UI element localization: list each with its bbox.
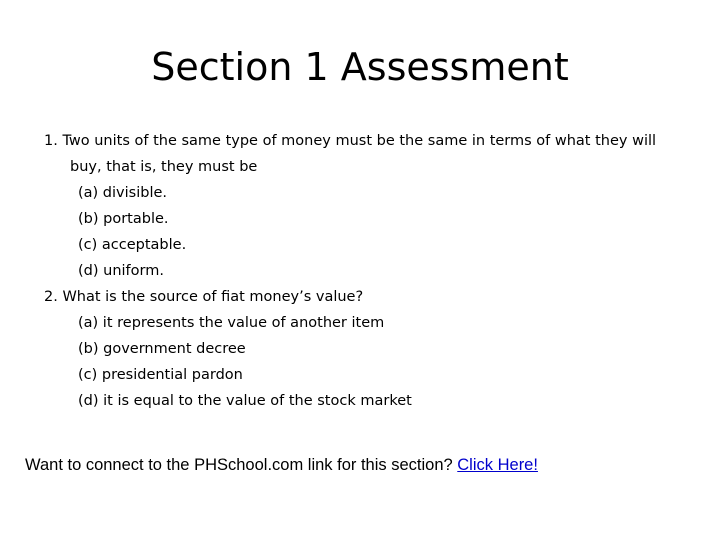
question-1-option-b: (b) portable. xyxy=(78,211,169,227)
question-1 xyxy=(44,128,684,284)
question-2-text: 2. What is the source of fiat money’s value? xyxy=(44,289,364,305)
question-2-option-a: (a) it represents the value of another item xyxy=(78,315,385,331)
question-2-option-b: (b) government decree xyxy=(78,341,246,357)
question-1-option-c: (c) acceptable. xyxy=(78,237,187,253)
question-1-option-a: (a) divisible. xyxy=(78,185,167,201)
question-1-text: 1. Two units of the same type of money must be the same in terms of what they will xyxy=(44,133,657,149)
question-2 xyxy=(44,284,684,414)
question-1-text-continued: buy, that is, they must be xyxy=(70,159,258,175)
click-here-link[interactable]: Click Here! xyxy=(457,456,538,474)
question-2-option-c: (c) presidential pardon xyxy=(78,367,243,383)
question-1-option-d: (d) uniform. xyxy=(78,263,164,279)
question-2-option-d: (d) it is equal to the value of the stock market xyxy=(78,393,412,409)
slide-title: Section 1 Assessment xyxy=(151,45,569,89)
question-list xyxy=(44,128,684,414)
footer-link-line xyxy=(25,453,538,477)
footer-prompt: Want to connect to the PHSchool.com link for this section? xyxy=(25,456,458,474)
